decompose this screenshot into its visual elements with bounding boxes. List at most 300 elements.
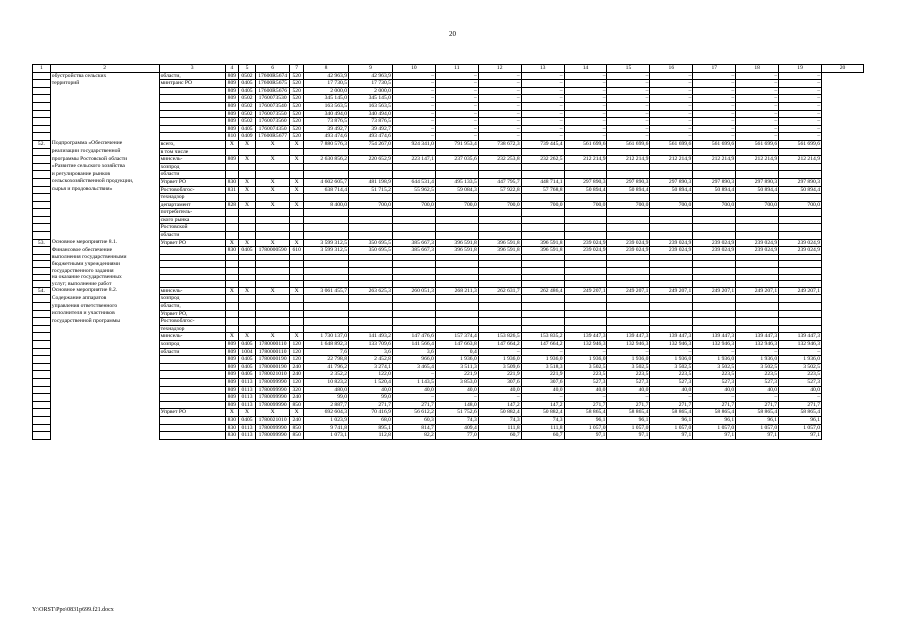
target-article-code: [255, 325, 290, 333]
section-code: 0113: [239, 432, 256, 440]
year-value: [392, 254, 435, 261]
expense-type-code: 520: [290, 102, 304, 110]
grbs-code: 809: [225, 340, 239, 348]
table-row: [33, 378, 864, 386]
grbs-code: 809: [225, 87, 239, 95]
section-code: X: [239, 239, 256, 247]
total-value: [304, 274, 349, 281]
year-value: [607, 232, 650, 240]
year-value: 527,3: [779, 378, 822, 386]
year-value: 50 882,4: [478, 409, 521, 417]
year-value: [736, 268, 779, 275]
item-name: [50, 125, 159, 133]
year-value: 70 416,9: [349, 409, 393, 417]
row-number: [33, 401, 51, 409]
year-value: [736, 194, 779, 202]
year-value: [349, 224, 393, 232]
year-value: [392, 224, 435, 232]
executor: [159, 102, 225, 110]
year-value: 223,5: [650, 371, 693, 379]
year-value: –: [564, 80, 607, 88]
table-row: [33, 148, 864, 156]
year-value: [779, 171, 822, 179]
target-article-code: 17600R5676: [255, 87, 290, 95]
year-value: 97,1: [736, 432, 779, 440]
year-value: 2 452,8: [349, 356, 393, 364]
grbs-code: 809: [225, 378, 239, 386]
row-number: [33, 409, 51, 417]
row-number: [33, 348, 51, 356]
grbs-code: [225, 295, 239, 303]
year-value: 350 695,5: [349, 239, 393, 247]
year-value: 700,0: [736, 201, 779, 209]
year-value: [650, 318, 693, 326]
year-value: –: [392, 394, 435, 402]
year-value: 307,6: [478, 378, 521, 386]
year-value: [349, 295, 393, 303]
year-value: –: [478, 110, 521, 118]
year-value: –: [564, 102, 607, 110]
year-value: –: [392, 371, 435, 379]
year-value: 1 057,0: [564, 424, 607, 432]
executor: ского рынка: [159, 216, 225, 224]
item-name: территорий: [50, 80, 159, 88]
table-row: [33, 318, 864, 326]
year-value: 221,9: [478, 371, 521, 379]
year-value: –: [650, 87, 693, 95]
year-value: 271,7: [736, 401, 779, 409]
executor: области: [159, 171, 225, 179]
year-value: –: [564, 125, 607, 133]
year-value: 40,0: [392, 386, 435, 394]
total-value: [304, 163, 349, 171]
year-value: [521, 254, 564, 261]
grbs-code: 809: [225, 394, 239, 402]
year-value: 396 591,8: [478, 239, 521, 247]
year-value: [650, 274, 693, 281]
grbs-code: [225, 171, 239, 179]
year-value: 527,3: [736, 378, 779, 386]
year-value: [478, 268, 521, 275]
executor: [159, 401, 225, 409]
year-value: 147 663,8: [435, 340, 478, 348]
executor: минтранс РО: [159, 80, 225, 88]
year-value: [435, 318, 478, 326]
year-value: 271,7: [564, 401, 607, 409]
year-value: 139 447,3: [564, 333, 607, 341]
year-value: 1 520,4: [349, 378, 393, 386]
year-value: [349, 318, 393, 326]
year-value: 57 768,8: [521, 186, 564, 194]
year-value: 239 024,9: [693, 247, 736, 255]
year-value: –: [650, 133, 693, 141]
year-value: [478, 303, 521, 311]
year-value: 157 374,4: [435, 333, 478, 341]
executor: [159, 261, 225, 268]
year-value: –: [478, 125, 521, 133]
year-value: 700,0: [693, 201, 736, 209]
year-value: [650, 303, 693, 311]
year-value: [693, 295, 736, 303]
year-value: 239 024,9: [736, 239, 779, 247]
year-value: –: [435, 110, 478, 118]
year-value: 147 664,2: [478, 340, 521, 348]
year-value: 239 024,9: [650, 247, 693, 255]
item-name: [50, 133, 159, 141]
table-row: [33, 310, 864, 318]
year-value: [564, 268, 607, 275]
expense-type-code: 520: [290, 118, 304, 126]
row-number: [33, 186, 51, 194]
year-value: –: [650, 95, 693, 103]
year-value: 60,7: [478, 432, 521, 440]
section-code: 0405: [239, 356, 256, 364]
executor: области: [159, 348, 225, 356]
executor: технадзор: [159, 325, 225, 333]
year-value: 1 936,0: [693, 356, 736, 364]
target-article-code: [255, 224, 290, 232]
section-code: 0502: [239, 118, 256, 126]
column-header: 18: [736, 65, 779, 73]
grbs-code: [225, 194, 239, 202]
table-row: [33, 340, 864, 348]
year-value: 50 882,4: [521, 409, 564, 417]
year-value: 50 894,4: [736, 186, 779, 194]
year-value: –: [392, 80, 435, 88]
year-value: [650, 209, 693, 217]
column-header: 4: [225, 65, 239, 73]
year-value: 561 699,6: [564, 140, 607, 148]
year-value: [392, 303, 435, 311]
table-row: [33, 209, 864, 217]
year-value: 73 876,5: [349, 118, 393, 126]
executor: минсель-: [159, 156, 225, 164]
grbs-code: X: [225, 140, 239, 148]
column-header: 7: [290, 65, 304, 73]
year-value: [736, 310, 779, 318]
year-value: [779, 163, 822, 171]
year-value: [693, 224, 736, 232]
section-code: [239, 209, 256, 217]
target-article-code: X: [255, 178, 290, 186]
target-article-code: X: [255, 186, 290, 194]
item-name: [50, 432, 159, 440]
executor: Ростовоблгос-: [159, 318, 225, 326]
year-value: [521, 194, 564, 202]
expense-type-code: [290, 281, 304, 288]
year-value: 50 894,4: [693, 186, 736, 194]
total-value: [304, 254, 349, 261]
grbs-code: [225, 310, 239, 318]
year-value: [392, 310, 435, 318]
total-value: 2 352,2: [304, 371, 349, 379]
expense-type-code: 850: [290, 424, 304, 432]
year-value: 239 024,9: [779, 247, 822, 255]
year-value: 147 476,6: [392, 333, 435, 341]
year-value: 96,1: [693, 416, 736, 424]
year-value: 239 024,9: [693, 239, 736, 247]
table-row: [33, 194, 864, 202]
table-row: [33, 281, 864, 288]
table-row: [33, 401, 864, 409]
column-header: 6: [255, 65, 290, 73]
year-value: 77,0: [435, 432, 478, 440]
grbs-code: 831: [225, 186, 239, 194]
year-value: –: [607, 125, 650, 133]
column-header: 5: [239, 65, 256, 73]
year-value: [693, 325, 736, 333]
year-value: 271,7: [392, 401, 435, 409]
table-row: [33, 216, 864, 224]
column-header: 16: [650, 65, 693, 73]
total-value: [304, 209, 349, 217]
executor: [159, 363, 225, 371]
year-value: [521, 148, 564, 156]
year-value: [693, 148, 736, 156]
year-value: 50 894,4: [779, 186, 822, 194]
year-value: 1 936,0: [607, 356, 650, 364]
grbs-code: 810: [225, 133, 239, 141]
year-value: –: [693, 102, 736, 110]
item-name: [50, 363, 159, 371]
executor: департамент: [159, 201, 225, 209]
grbs-code: 809: [225, 363, 239, 371]
year-value: [435, 310, 478, 318]
item-name: Финансовое обеспечение: [50, 247, 159, 255]
year-value: –: [435, 394, 478, 402]
total-value: [304, 232, 349, 240]
year-value: –: [564, 95, 607, 103]
year-value: [607, 261, 650, 268]
year-value: –: [607, 80, 650, 88]
column-header: 12: [478, 65, 521, 73]
year-value: 262 631,7: [478, 287, 521, 295]
total-value: [304, 216, 349, 224]
table-row: [33, 371, 864, 379]
year-value: –: [607, 87, 650, 95]
year-value: [650, 254, 693, 261]
year-value: 3 502,5: [736, 363, 779, 371]
table-row: [33, 363, 864, 371]
year-value: 132 946,3: [564, 340, 607, 348]
target-article-code: 1760073530: [255, 95, 290, 103]
grbs-code: 809: [225, 95, 239, 103]
expense-type-code: [290, 261, 304, 268]
item-name: [50, 110, 159, 118]
year-value: 58 865,4: [779, 409, 822, 417]
year-value: 1 143,5: [392, 378, 435, 386]
year-value: [392, 268, 435, 275]
year-value: –: [693, 80, 736, 88]
table-body: [33, 65, 864, 440]
year-value: –: [779, 95, 822, 103]
table-row: [33, 118, 864, 126]
item-name: [50, 194, 159, 202]
target-article-code: [255, 303, 290, 311]
expense-type-code: 850: [290, 401, 304, 409]
column-header: 11: [435, 65, 478, 73]
year-value: 271,7: [607, 401, 650, 409]
year-value: –: [392, 133, 435, 141]
expense-type-code: 120: [290, 378, 304, 386]
section-code: [239, 295, 256, 303]
item-name: [50, 348, 159, 356]
target-article-code: X: [255, 333, 290, 341]
expense-type-code: [290, 216, 304, 224]
year-value: [650, 163, 693, 171]
year-value: 239 024,9: [564, 239, 607, 247]
year-value: [564, 224, 607, 232]
year-value: [607, 254, 650, 261]
expense-type-code: X: [290, 409, 304, 417]
year-value: 132 946,3: [607, 340, 650, 348]
year-value: 1 057,0: [607, 424, 650, 432]
year-value: [478, 209, 521, 217]
target-article-code: [255, 268, 290, 275]
year-value: [521, 171, 564, 179]
year-value: –: [478, 102, 521, 110]
executor: [159, 268, 225, 275]
year-value: –: [478, 80, 521, 88]
header-row: [33, 65, 864, 73]
row-number: [33, 363, 51, 371]
target-article-code: 1760073540: [255, 102, 290, 110]
expense-type-code: [290, 295, 304, 303]
year-value: 223,5: [736, 371, 779, 379]
target-article-code: 1760073560: [255, 118, 290, 126]
year-value: [650, 310, 693, 318]
year-value: 297 890,3: [736, 178, 779, 186]
total-value: 22 798,8: [304, 356, 349, 364]
year-value: [521, 224, 564, 232]
grbs-code: [225, 268, 239, 275]
total-value: [304, 224, 349, 232]
table-row: [33, 140, 864, 148]
item-name: [50, 333, 159, 341]
year-value: –: [392, 125, 435, 133]
grbs-code: 828: [225, 201, 239, 209]
total-value: 17 730,5: [304, 80, 349, 88]
year-value: 40,0: [435, 386, 478, 394]
year-value: [478, 194, 521, 202]
year-value: [779, 216, 822, 224]
year-value: –: [736, 87, 779, 95]
year-value: 739 445,4: [521, 140, 564, 148]
year-value: 17 730,5: [349, 80, 393, 88]
executor: [159, 416, 225, 424]
section-code: X: [239, 140, 256, 148]
year-value: [478, 318, 521, 326]
year-value: –: [736, 394, 779, 402]
row-number: [33, 156, 51, 164]
year-value: –: [564, 110, 607, 118]
year-value: –: [564, 348, 607, 356]
expense-type-code: [290, 148, 304, 156]
section-code: 0113: [239, 424, 256, 432]
section-code: 0405: [239, 247, 256, 255]
table-row: [33, 261, 864, 268]
year-value: [650, 281, 693, 288]
year-value: 147 664,2: [521, 340, 564, 348]
year-value: 223,5: [779, 371, 822, 379]
year-value: 385 667,3: [392, 239, 435, 247]
executor: хозпрод: [159, 340, 225, 348]
section-code: [239, 303, 256, 311]
section-code: [239, 274, 256, 281]
target-article-code: X: [255, 201, 290, 209]
year-value: 1 936,0: [478, 356, 521, 364]
year-value: 50 894,4: [650, 186, 693, 194]
target-article-code: [255, 194, 290, 202]
year-value: [392, 281, 435, 288]
year-value: [435, 163, 478, 171]
year-value: 1 936,0: [435, 356, 478, 364]
target-article-code: 1780099990: [255, 394, 290, 402]
year-value: 1 057,0: [736, 424, 779, 432]
row-number: [33, 371, 51, 379]
target-article-code: [255, 261, 290, 268]
total-value: 1 023,9: [304, 416, 349, 424]
row-number: [33, 333, 51, 341]
item-name: [50, 102, 159, 110]
item-name: и регулирование рынков: [50, 171, 159, 179]
year-value: 239 024,9: [650, 239, 693, 247]
year-value: [521, 216, 564, 224]
grbs-code: 809: [225, 102, 239, 110]
year-value: [650, 171, 693, 179]
item-name: [50, 325, 159, 333]
total-value: [304, 148, 349, 156]
year-value: 3 502,5: [693, 363, 736, 371]
year-value: [521, 232, 564, 240]
executor: Упрвет РО,: [159, 310, 225, 318]
year-value: 3 853,0: [435, 378, 478, 386]
section-code: [239, 254, 256, 261]
year-value: [435, 148, 478, 156]
column-header: 20: [822, 65, 864, 73]
item-name: [50, 424, 159, 432]
item-name: реализации государственной: [50, 148, 159, 156]
total-value: 3 599 312,5: [304, 239, 349, 247]
year-value: 3 274,1: [349, 363, 393, 371]
section-code: X: [239, 156, 256, 164]
year-value: [607, 281, 650, 288]
year-value: [779, 325, 822, 333]
row-number: [33, 201, 51, 209]
year-value: [392, 325, 435, 333]
year-value: 42 963,9: [349, 72, 393, 80]
year-value: –: [779, 125, 822, 133]
executor: всего,: [159, 140, 225, 148]
executor: технадзор: [159, 194, 225, 202]
year-value: 223 147,1: [392, 156, 435, 164]
expense-type-code: 520: [290, 80, 304, 88]
year-value: 96,1: [607, 416, 650, 424]
year-value: [779, 148, 822, 156]
expense-type-code: [290, 224, 304, 232]
year-value: [564, 194, 607, 202]
expense-type-code: X: [290, 239, 304, 247]
target-article-code: 17600R5674: [255, 72, 290, 80]
year-value: [564, 310, 607, 318]
target-article-code: 1780000190: [255, 363, 290, 371]
year-value: [435, 232, 478, 240]
item-name: [50, 356, 159, 364]
section-code: 0405: [239, 371, 256, 379]
section-code: 0502: [239, 110, 256, 118]
year-value: 385 667,3: [392, 247, 435, 255]
item-name: программы Ростовской области: [50, 156, 159, 164]
